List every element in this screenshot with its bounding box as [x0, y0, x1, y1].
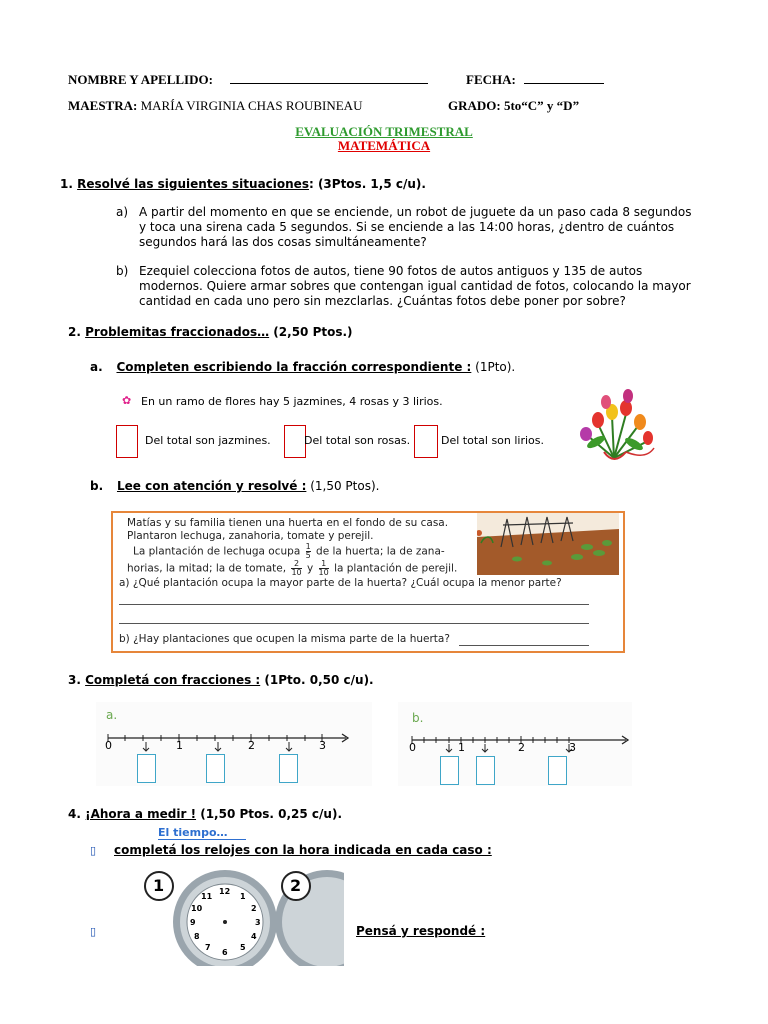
garden-image: [477, 513, 619, 575]
q2b-heading: [90, 479, 379, 493]
q3-heading: [68, 673, 374, 687]
garden-line-4: [127, 560, 457, 577]
fraction-box-rosas[interactable]: [284, 425, 306, 458]
fraction-answer-box[interactable]: [206, 754, 225, 783]
q1a-text: [139, 205, 691, 250]
q2a-label: a.: [90, 360, 103, 374]
name-field[interactable]: [230, 83, 428, 84]
q2a-points: (1Pto).: [471, 360, 516, 374]
tick-label: 1: [458, 741, 465, 754]
q2a-heading: [90, 360, 515, 374]
leaves: [585, 434, 644, 453]
answer-line-a1[interactable]: [119, 604, 589, 605]
box-label-rosas: Del total son rosas.: [304, 434, 411, 447]
clock-1-label: 1: [153, 876, 165, 895]
fraction-den: 10: [291, 568, 302, 577]
q4-title: ¡Ahora a medir !: [85, 807, 197, 821]
teacher-name: MARÍA VIRGINIA CHAS ROUBINEAU: [140, 98, 363, 113]
fraction-num: 1: [305, 542, 311, 551]
q1-points: : (3Ptos. 1,5 c/u).: [308, 177, 426, 191]
subject-title: MATEMÁTICA: [337, 138, 431, 153]
clocks-image: [132, 862, 344, 966]
q1-number: 1.: [60, 177, 73, 191]
fraction-den: 5: [305, 551, 311, 560]
teacher-row: [68, 98, 362, 114]
fraction-answer-box[interactable]: [476, 756, 495, 785]
tick-label: 0: [105, 739, 112, 752]
q2-points: (2,50 Ptos.): [269, 325, 353, 339]
clock-2-label: 2: [290, 876, 302, 895]
fraction-answer-box[interactable]: [440, 756, 459, 785]
number-line-b-axis: [398, 702, 632, 786]
q1a-line: segundos hará las dos cosas simultáneamente?: [139, 235, 427, 249]
q2b-points: (1,50 Ptos).: [306, 479, 380, 493]
garden-line-3-pre: La plantación de lechuga ocupa: [133, 545, 301, 558]
fraction-answer-box[interactable]: [137, 754, 156, 783]
q3-title: Completá con fracciones :: [85, 673, 261, 687]
answer-line-b[interactable]: [459, 645, 589, 646]
clock-number: 5: [240, 943, 246, 952]
q2b-label: b.: [90, 479, 104, 493]
think-answer-instruction: Pensá y respondé :: [356, 924, 486, 938]
number-line-a-arrows: [143, 742, 292, 751]
q1a-line: y toca una sirena cada 5 segundos. Si se enciende a las 14:00 horas, ¿dentro de cuántos: [139, 220, 675, 234]
garden-line-4-post: la plantación de perejil.: [334, 562, 458, 575]
garden-line: Matías y su familia tienen una huerta en el fondo de su casa.: [127, 517, 449, 529]
tick-label: 2: [248, 739, 255, 752]
bullet-icon: ▯: [90, 925, 97, 938]
garden-question-b: b) ¿Hay plantaciones que ocupen la misma parte de la huerta?: [119, 633, 450, 645]
q1-title: Resolvé las siguientes situaciones: [77, 177, 309, 191]
tick-label: 1: [176, 739, 183, 752]
fraction-num: 1: [319, 560, 329, 569]
clock-number: 9: [190, 918, 196, 927]
clock-number: 11: [201, 892, 213, 901]
garden-problem-box: [111, 511, 625, 653]
q2a-title: Completen escribiendo la fracción correspondiente :: [116, 360, 472, 374]
grade-label: GRADO:: [448, 98, 501, 113]
garden-line-4-pre: horias, la mitad; la de tomate,: [127, 562, 287, 575]
flowers-text: En un ramo de flores hay 5 jazmines, 4 rosas y 3 lirios.: [141, 395, 443, 408]
q2-heading: [68, 325, 353, 339]
name-label: NOMBRE Y APELLIDO:: [68, 72, 213, 87]
flower-bouquet-image: [568, 386, 660, 466]
grade-row: [448, 98, 579, 114]
date-field[interactable]: [524, 83, 604, 84]
tick-label: 0: [409, 741, 416, 754]
garden-line-4-mid: y: [306, 562, 314, 575]
clock-number: 8: [194, 932, 200, 941]
clock-number: 7: [205, 943, 211, 952]
q4-subtitle: El tiempo…: [158, 826, 246, 840]
q4-heading: [68, 807, 342, 821]
bullet-icon: ▯: [90, 844, 97, 857]
clock-number: 2: [251, 904, 257, 913]
tulips: [580, 389, 653, 445]
q1-heading: [60, 177, 426, 191]
fraction-answer-box[interactable]: [548, 756, 567, 785]
date-label: FECHA:: [466, 72, 516, 87]
fraction-perejil: [319, 560, 329, 577]
clock-number: 10: [191, 904, 203, 913]
fraction-box-lirios[interactable]: [414, 425, 438, 458]
fraction-answer-box[interactable]: [279, 754, 298, 783]
clocks-instruction: completá los relojes con la hora indicada en cada caso :: [114, 843, 492, 857]
garden-line-3: [133, 543, 445, 560]
fraction-lechuga: [306, 543, 311, 560]
number-line-b: [398, 702, 632, 786]
clock-number: 1: [240, 892, 246, 901]
teacher-label: MAESTRA:: [68, 98, 138, 113]
q1a-line: A partir del momento en que se enciende, un robot de juguete da un paso cada 8 segundos: [139, 205, 692, 219]
answer-line-a2[interactable]: [119, 623, 589, 624]
clock-number: 12: [219, 887, 231, 896]
number-line-a-label: a.: [106, 708, 118, 722]
exam-title: EVALUACIÓN TRIMESTRAL: [295, 124, 473, 139]
q4-number: 4.: [68, 807, 81, 821]
number-line-a: [96, 702, 372, 786]
tick-label: 3: [319, 739, 326, 752]
garden-text: [127, 517, 448, 543]
fraction-box-jazmines[interactable]: [116, 425, 138, 458]
q1b-label: b): [116, 264, 129, 278]
tick-label: 2: [518, 741, 525, 754]
garden-question-a: a) ¿Qué plantación ocupa la mayor parte de la huerta? ¿Cuál ocupa la menor parte?: [119, 577, 562, 589]
grade-value: 5to“C” y “D”: [503, 98, 580, 113]
clock-number: 6: [222, 948, 228, 957]
q1b-line: Ezequiel colecciona fotos de autos, tiene 90 fotos de autos antiguos y 135 de autos: [139, 264, 643, 278]
flower-bullet-icon: ✿: [122, 394, 132, 407]
q2b-title: Lee con atención y resolvé :: [116, 479, 307, 493]
garden-line: Plantaron lechuga, zanahoria, tomate y perejil.: [127, 530, 374, 542]
fraction-tomate: [291, 560, 301, 577]
clock-number: 3: [255, 918, 261, 927]
tick-label: 3: [569, 741, 576, 754]
clock-number: 4: [251, 932, 257, 941]
box-label-jazmines: Del total son jazmines.: [145, 434, 271, 447]
box-label-lirios: Del total son lirios.: [441, 434, 545, 447]
q1b-line: cantidad en cada uno pero sin mezclarlas. ¿Cuántas fotos debe poner por sobre?: [139, 294, 626, 308]
q3-points: (1Pto. 0,50 c/u).: [260, 673, 374, 687]
q1b-text: [139, 264, 691, 309]
garden-line-3-post: de la huerta; la de zana-: [316, 545, 445, 558]
q1b-line: modernos. Quiere armar sobres que contengan igual cantidad de fotos, colocando la mayor: [139, 279, 691, 293]
number-line-b-label: b.: [412, 711, 424, 725]
fraction-den: 10: [318, 568, 329, 577]
q3-number: 3.: [68, 673, 81, 687]
fraction-num: 2: [291, 560, 301, 569]
q4-points: (1,50 Ptos. 0,25 c/u).: [196, 807, 343, 821]
q2-title: Problemitas fraccionados…: [85, 325, 270, 339]
q2-number: 2.: [68, 325, 81, 339]
q1a-label: a): [116, 205, 129, 219]
